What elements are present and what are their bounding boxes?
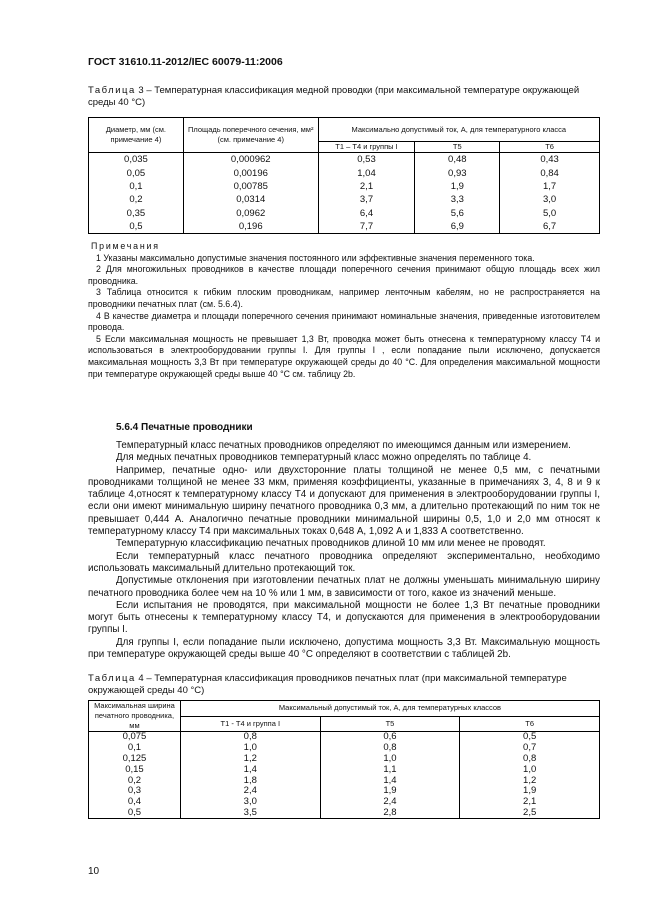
table-cell: 5,6 xyxy=(415,207,500,220)
table-row xyxy=(89,220,600,234)
table4-header-t5: Т5 xyxy=(320,716,460,732)
table-row xyxy=(89,764,600,775)
table-cell: 5,0 xyxy=(500,207,600,220)
table3-header-t6: Т6 xyxy=(500,142,600,153)
table-cell: 2,1 xyxy=(318,180,415,193)
table-cell: 0,035 xyxy=(89,153,184,167)
table-row xyxy=(89,166,600,179)
table3-caption-label: Таблица xyxy=(88,85,136,96)
table-cell: 0,7 xyxy=(460,743,600,754)
table4 xyxy=(88,700,600,819)
table-cell: 0,075 xyxy=(89,732,181,743)
table4-header-width: Максимальная ширина печатного проводника, мм xyxy=(89,701,181,732)
table3-header-area: Площадь поперечного сечения, мм² (см. примечание 4) xyxy=(183,118,318,153)
table-cell: 0,8 xyxy=(460,754,600,765)
table-cell: 0,5 xyxy=(89,808,181,819)
table-cell: 1,9 xyxy=(320,786,460,797)
table4-caption-label: Таблица xyxy=(88,673,136,684)
section-body xyxy=(88,440,600,661)
table-cell: 0,000962 xyxy=(183,153,318,167)
table3-header-diameter: Диаметр, мм (см. примечание 4) xyxy=(89,118,184,153)
table-cell: 6,7 xyxy=(500,220,600,234)
table-cell: 3,5 xyxy=(180,808,320,819)
table-cell: 0,93 xyxy=(415,166,500,179)
table-row xyxy=(89,732,600,743)
table-cell: 1,7 xyxy=(500,180,600,193)
table-cell: 0,5 xyxy=(460,732,600,743)
table-cell: 1,0 xyxy=(460,764,600,775)
table-cell: 0,05 xyxy=(89,166,184,179)
paragraph: Температурный класс печатных проводников определяют по имеющимся данным или измерением. xyxy=(116,440,571,451)
table-cell: 0,6 xyxy=(320,732,460,743)
table-cell: 2,4 xyxy=(320,797,460,808)
table-cell: 0,0314 xyxy=(183,193,318,206)
section-title: 5.6.4 Печатные проводники xyxy=(116,422,253,433)
table-cell: 1,4 xyxy=(320,775,460,786)
page-number: 10 xyxy=(88,866,100,877)
table-cell: 0,2 xyxy=(89,775,181,786)
table-cell: 1,04 xyxy=(318,166,415,179)
table-row xyxy=(89,808,600,819)
table-row xyxy=(89,743,600,754)
table-cell: 0,125 xyxy=(89,754,181,765)
table3-notes xyxy=(88,241,600,380)
table-cell: 1,2 xyxy=(460,775,600,786)
table-row xyxy=(89,754,600,765)
table-cell: 1,4 xyxy=(180,764,320,775)
paragraph: Для медных печатных проводников температурный класс можно определять по таблице 4. xyxy=(116,452,532,464)
table-cell: 2,5 xyxy=(460,808,600,819)
table-cell: 0,3 xyxy=(89,786,181,797)
table-cell: 0,53 xyxy=(318,153,415,167)
paragraph: Для группы I, если попадание пыли исключено, допустима мощность 3,3 Вт. Максимальную мощность при температуре окружающей среды выше 40 °С определяют в соответствии с таблицей 2b. xyxy=(88,636,600,661)
table4-header-t6: Т6 xyxy=(460,716,600,732)
table-cell: 0,8 xyxy=(180,732,320,743)
note-item: 5 Если максимальная мощность не превышает 1,3 Вт, проводка может быть отнесена к температурному классу Т4 и использоваться в электрооборудовании группы I. Для группы I , если попадание пыли исключено, допускается максимальная мощность 3,3 Вт при температуре окружающей среды до 40 °С. Для определения максимальной мощности при температуре окружающей среды выше 40 °С см. таблицу 2b. xyxy=(88,333,600,379)
table-cell: 1,1 xyxy=(320,764,460,775)
table-cell: 1,0 xyxy=(320,754,460,765)
table-row xyxy=(89,797,600,808)
table3-header-current: Максимально допустимый ток, А, для температурного класса xyxy=(318,118,599,142)
table-cell: 2,4 xyxy=(180,786,320,797)
note-item: 4 В качестве диаметра и площади поперечного сечения принимают номинальные значения, приведенные изготовителем провода. xyxy=(88,310,600,333)
table-cell: 0,2 xyxy=(89,193,184,206)
table-cell: 0,1 xyxy=(89,743,181,754)
table-cell: 0,15 xyxy=(89,764,181,775)
table-row xyxy=(89,193,600,206)
paragraph: Температурную классификацию печатных проводников длиной 10 мм или менее не проводят. xyxy=(116,538,546,550)
table-cell: 0,1 xyxy=(89,180,184,193)
table-cell: 0,00196 xyxy=(183,166,318,179)
table-cell: 6,9 xyxy=(415,220,500,234)
table-cell: 6,4 xyxy=(318,207,415,220)
table-row xyxy=(89,207,600,220)
table-cell: 7,7 xyxy=(318,220,415,234)
table-cell: 1,0 xyxy=(180,743,320,754)
note-item: 3 Таблица относится к гибким плоским проводникам, например ленточным кабелям, но не распространяется на проводники печатных плат (см. 5.6.4). xyxy=(88,287,600,309)
table-cell: 0,84 xyxy=(500,166,600,179)
table-cell: 0,43 xyxy=(500,153,600,167)
table3 xyxy=(88,117,600,234)
table-cell: 0,0962 xyxy=(183,207,318,220)
paragraph: Если температурный класс печатного проводника определяют экспериментально, необходимо использовать максимальный длительно протекающий ток. xyxy=(88,550,600,574)
table4-header-current: Максимальный допустимый ток, А, для температурных классов xyxy=(180,701,599,717)
table-cell: 2,1 xyxy=(460,797,600,808)
table-cell: 1,9 xyxy=(415,180,500,193)
table3-header-t5: Т5 xyxy=(415,142,500,153)
table-cell: 0,5 xyxy=(89,220,184,234)
notes-title: Примечания xyxy=(91,241,160,251)
table-cell: 0,35 xyxy=(89,207,184,220)
table4-caption-text: 4 – Температурная классификация проводников печатных плат (при максимальной температуре окружающей среды 40 °С) xyxy=(88,673,567,696)
table3-header-t1t4: Т1 – Т4 и группы I xyxy=(318,142,415,153)
table4-header-t1t4: Т1 - Т4 и группа I xyxy=(180,716,320,732)
table-cell: 3,0 xyxy=(180,797,320,808)
paragraph: Например, печатные одно- или двухсторонние платы толщиной не менее 0,5 мм, с печатными проводниками толщиной не менее 33 мкм, применяя коэффициенты, указанные в примечаниях 3, 4, 8 и 9 к таблице 4,относят к температурному классу Т4 и допускают для применения в электрооборудовании группы I, если они имеют минимальную ширину печатного проводника 0,3 мм, а длительно протекающий по ним ток не превышает 0,444 А. Аналогично печатные проводники минимальной ширины 0,5, 1,0 и 2,0 мм относят к температурному классу Т4 при максимальных токах 0,648 А, 1,092 А и 1,833 А соответственно. xyxy=(88,464,600,538)
table-cell: 2,8 xyxy=(320,808,460,819)
table-cell: 1,8 xyxy=(180,775,320,786)
table-cell: 1,9 xyxy=(460,786,600,797)
note-item: 2 Для многожильных проводников в качестве площади поперечного сечения принимают общую площадь всех жил проводника. xyxy=(88,264,600,286)
paragraph: Допустимые отклонения при изготовлении печатных плат не должны уменьшать минимальную ширину печатного проводника более чем на 10 % или 1 мм, в зависимости от того, какое из значений меньше. xyxy=(88,575,600,599)
table-cell: 0,4 xyxy=(89,797,181,808)
table-row xyxy=(89,153,600,167)
table-row xyxy=(89,180,600,193)
paragraph: Если испытания не проводятся, при максимальной мощности не более 1,3 Вт печатные проводники могут быть отнесены к температурному классу Т4, и допускаются для применения в электрооборудовании группы I. xyxy=(88,599,600,636)
table-row xyxy=(89,775,600,786)
table-cell: 3,3 xyxy=(415,193,500,206)
table-cell: 3,7 xyxy=(318,193,415,206)
document-header: ГОСТ 31610.11-2012/IEC 60079-11:2006 xyxy=(88,56,283,68)
table3-caption-text: 3 – Температурная классификация медной проводки (при максимальной температуре окружающей среды 40 °С) xyxy=(88,85,580,108)
table-cell: 0,48 xyxy=(415,153,500,167)
table4-caption xyxy=(88,673,600,697)
table-cell: 1,2 xyxy=(180,754,320,765)
table-cell: 0,8 xyxy=(320,743,460,754)
table-row xyxy=(89,786,600,797)
table3-caption xyxy=(88,85,600,109)
note-item: 1 Указаны максимально допустимые значения постоянного или эффективные значения переменного тока. xyxy=(96,252,535,263)
table-cell: 3,0 xyxy=(500,193,600,206)
table-cell: 0,00785 xyxy=(183,180,318,193)
table-cell: 0,196 xyxy=(183,220,318,234)
